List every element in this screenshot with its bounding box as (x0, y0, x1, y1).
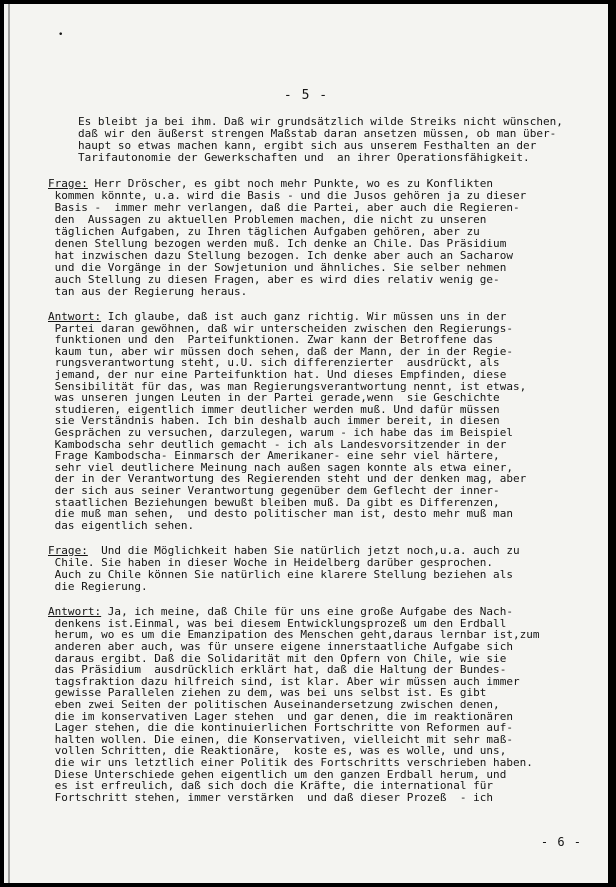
speaker-label: Frage: (48, 176, 88, 190)
speaker-label: Antwort: (48, 605, 102, 619)
interview-text (48, 116, 578, 817)
speaker-label: Frage: (48, 543, 88, 557)
page-number: - 5 - (283, 88, 329, 103)
paragraph-answer-1 (48, 311, 578, 531)
document-page (4, 4, 608, 883)
corner-mark: • (58, 30, 64, 40)
paragraph-intro (48, 116, 578, 164)
next-page-marker: - 6 - (540, 835, 582, 849)
paragraph-text: Und die Möglichkeit haben Sie natürlich jetzt noch,u.a. auch zu Chile. Sie haben in dieser Woche in Heidelberg darüber gesprochen. Auch zu Chile können Sie natürlich eine klarere Stellung beziehen als die Regierung. (54, 543, 520, 593)
paragraph-text: Ja, ich meine, daß Chile für uns eine große Aufgabe des Nach- denkens ist.Einmal, was bei diesem Entwicklungsprozeß um den Erdball herum, wo es um die Emanzipation des Menschen geht,daraus lernbar ist,zum anderen aber auch, was für unsere eigene innerstaatliche Aufgabe sich daraus ergibt. Daß die Solidarität mit den Opfern von Chile, wie sie das Präsidium ausdrücklich erklärt hat, daß die Haltung der Bundes- tagsfraktion dazu hilfreich sind, ist klar. Aber wir müssen auch immer gewisse Parallelen ziehen zu dem, was bei uns selbst ist. Es gibt eben zwei Seiten der politischen Auseinandersetzung zwischen denen, die im konservativen Lager stehen und gar denen, die im reaktionären Lager stehen, die die kontinuierlichen Fortschritte von Reformen auf- halten wollen. Die einen, die Konservativen, vielleicht mit sehr maß- vollen Schritten, die Reaktionäre, koste es, was es wolle, und uns, die wir uns letztlich einer Politik des Fortschritts verschrieben haben. Diese Unterschiede gehen eigentlich um den ganzen Erdball herum, und es ist erfreulich, daß sich doch die Kräfte, die international für Fortschritt stehen, immer verstärken und daß dieser Prozeß - ich (54, 605, 540, 804)
scan-edge-shadow (8, 4, 10, 883)
paragraph-text: Herr Dröscher, es gibt noch mehr Punkte, wo es zu Konflikten kommen könnte, u.a. wird die Basis - und die Jusos gehören ja zu dieser Basis - immer mehr verlangen, daß die Partei, aber auch die Regieren- den Aussagen zu aktuellen Problemen machen, die nicht zu unseren täglichen Aufgaben, zu Ihren täglichen Aufgaben gehören, aber zu denen Stellung bezogen werden muß. Ich denke an Chile. Das Präsidium hat inzwischen dazu Stellung bezogen. Ich denke aber auch an Sacharow und die Vorgänge in der Sowjetunion und ähnliches. Sie selber nehmen auch Stellung zu diesen Fragen, aber es wird dies relativ wenig ge- tan aus der Regierung heraus. (54, 176, 527, 298)
paragraph-text: Ich glaube, daß ist auch ganz richtig. Wir müssen uns in der Partei daran gewöhnen, daß wir unterscheiden zwischen den Regierungs- funktionen und den Parteifunktionen. Zwar kann der Betroffene das kaum tun, aber wir müssen doch sehen, daß der Mann, der in der Regie- rungsverantwortung steht, u.U. sich differenzierter ausdrückt, als jemand, der nur eine Parteifunktion hat. Und dieses Empfinden, diese Sensibilität für das, was man Regierungsverantwortung nennt, ist etwas, was unseren jungen Leuten in der Partei gerade,wenn sie Geschichte studieren, eigentlich immer deutlicher werden muß. Und dafür müssen sie Verständnis haben. Ich bin deshalb auch immer bereit, in diesen Gesprächen zu versuchen, darzulegen, warum - ich habe das im Beispiel Kambodscha sehr deutlich gemacht - ich als Landesvorsitzender in der Frage Kambodscha- Einmarsch der Amerikaner- eine sehr viel härtere, sehr viel deutlichere Meinung nach außen sagen konnte als etwa einer, der in der Verantwortung des Regierenden steht und der denken mag, aber der sich aus seiner Verantwortung gegenüber dem Geflecht der inner- staatlichen Beziehungen bewußt bleiben muß. Da gibt es Differenzen, die muß man sehen, und desto politischer man ist, desto mehr muß man das eigentlich sehen. (54, 310, 527, 532)
paragraph-question-2 (48, 545, 578, 593)
paragraph-text: Es bleibt ja bei ihm. Daß wir grundsätzlich wilde Streiks nicht wünschen, daß wir den äußerst strengen Maßstab daran ansetzen müssen, ob man über- haupt so etwas machen kann, ergibt sich aus unserem Festhalten an der Tarifautonomie der Gewerkschaften und an ihrer Operationsfähigkeit. (78, 115, 563, 164)
paragraph-answer-2 (48, 606, 578, 803)
speaker-label: Antwort: (48, 310, 102, 323)
paragraph-question-1 (48, 178, 578, 298)
